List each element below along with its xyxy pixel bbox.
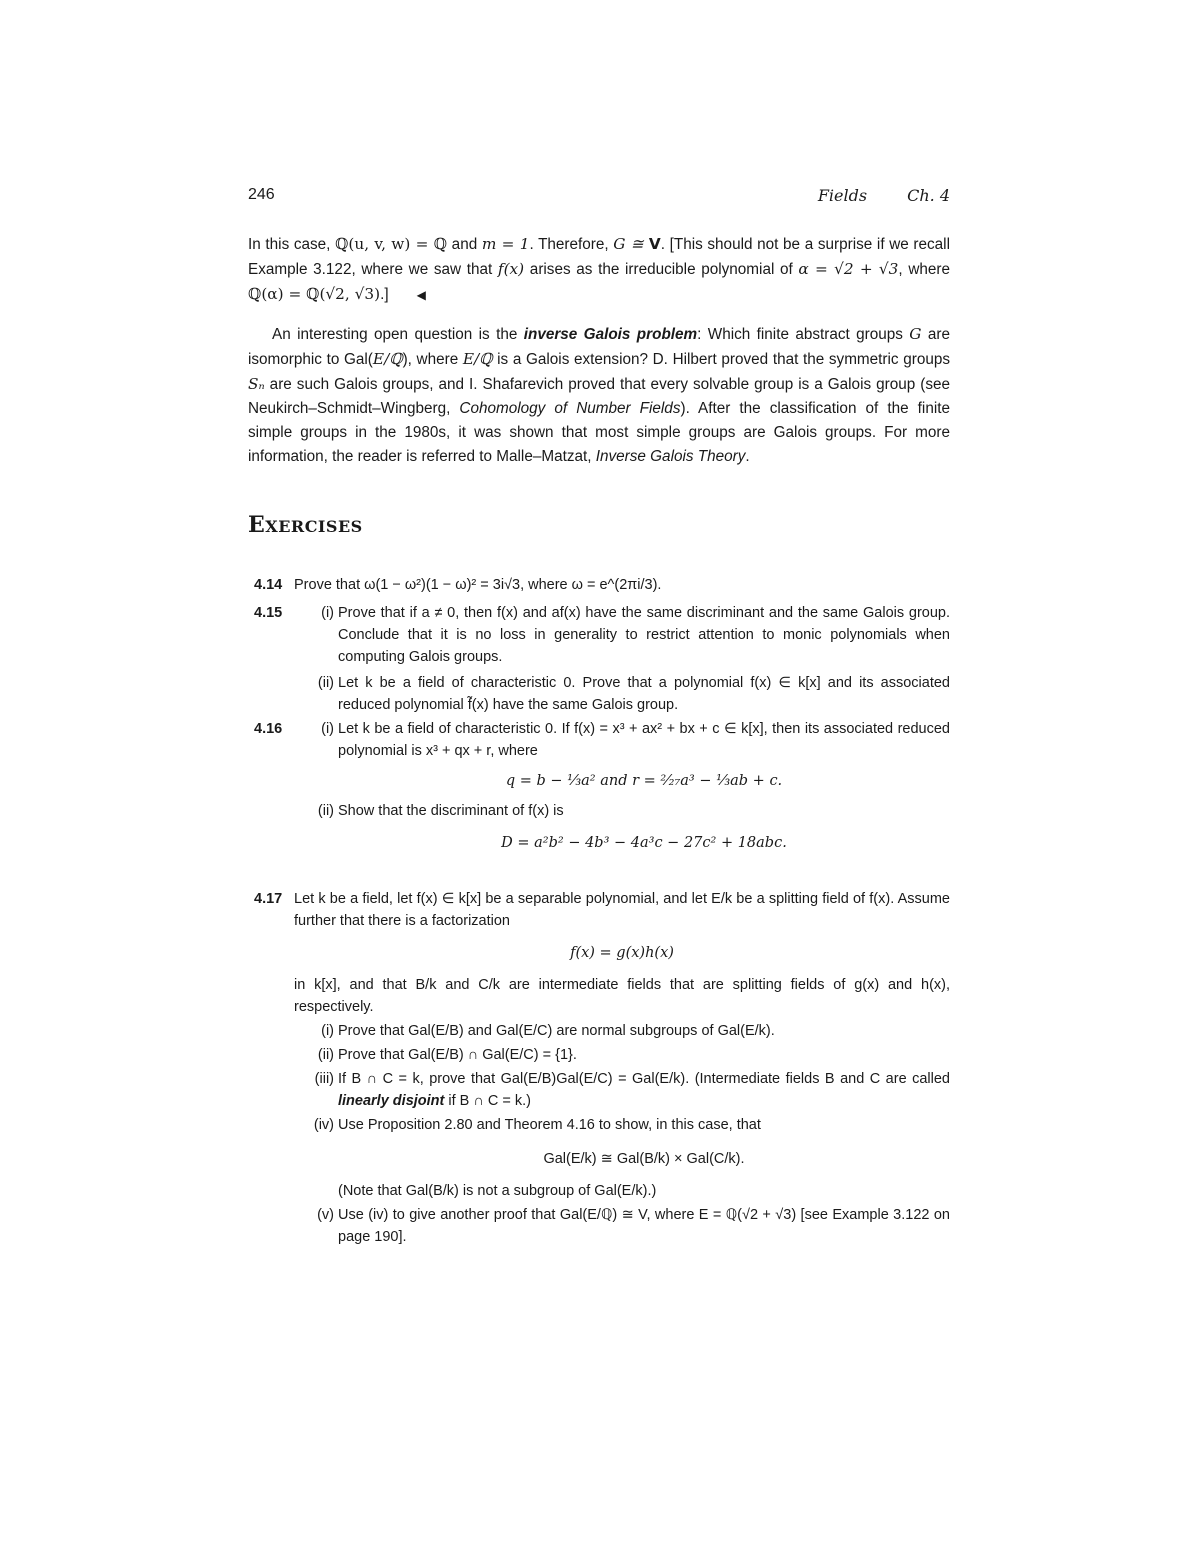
defined-term: linearly disjoint <box>338 1093 445 1109</box>
exercise-part: (ii) Prove that Gal(E/B) ∩ Gal(E/C) = {1}. <box>317 1047 577 1063</box>
chapter-label: Ch. 4 <box>907 186 950 205</box>
exercise-text: Prove that ω(1 − ω²)(1 − ω)² = 3i√3, where ω = e^(2πi/3). <box>294 577 662 593</box>
exercise-4-16 <box>254 718 950 862</box>
exercise-number: 4.16 <box>254 721 283 737</box>
exercise-4-14 <box>254 574 950 596</box>
exercise-part: (i) Let k be a field of characteristic 0. If f(x) = x³ + ax² + bx + c ∈ k[x], then its associated reduced polynomial is x³ + qx + r, where q = b − ⅓a² and r = ²⁄₂₇a³ − ⅓ab + c. <box>338 718 950 792</box>
running-title <box>778 186 950 205</box>
display-equation: Gal(E/k) ≅ Gal(B/k) × Gal(C/k). <box>543 1151 745 1167</box>
end-of-example-marker: ◀ <box>416 288 426 302</box>
exercise-part: (iv) Use Proposition 2.80 and Theorem 4.16 to show, in this case, that Gal(E/k) ≅ Gal(B/k) × Gal(C/k). (Note that Gal(B/k) is not a subgroup of Gal(E/k).) <box>338 1114 950 1202</box>
section-title: Fields <box>817 186 868 205</box>
exercise-number: 4.17 <box>254 891 283 907</box>
exercise-part: (i) Prove that Gal(E/B) and Gal(E/C) are normal subgroups of Gal(E/k). <box>321 1023 775 1039</box>
exercise-number: 4.14 <box>254 577 283 593</box>
book-title-citation: Inverse Galois Theory <box>595 448 746 465</box>
page-number: 246 <box>248 186 275 203</box>
exercise-part: (ii) Let k be a field of characteristic 0. Prove that a polynomial f(x) ∈ k[x] and its associated reduced polynomial f̃(x) have the same Galois group. <box>317 675 950 713</box>
exercise-part: (ii) Show that the discriminant of f(x) is D = a²b² − 4b³ − 4a³c − 27c² + 18abc. <box>338 800 950 854</box>
exercise-number: 4.15 <box>254 605 283 621</box>
book-page <box>248 0 950 1553</box>
book-title-citation: Cohomology of Number Fields <box>459 400 681 417</box>
exercise-4-17: 4.17 Let k be a field, let f(x) ∈ k[x] be a separable polynomial, and let E/k be a splitting field of f(x). Assume further that there is a factorization f(x) = g(x)h(x) in k[x], and that B/k and C/k are intermediate fields that are splitting fields of g(x) and h(x), respectively. (i) Prove that Gal(E/B) and Gal(E/C) are normal subgroups of Gal(E/k). (ii) Prove that Gal(E/B) ∩ Gal(E/C) = {1}. (iii) If B ∩ C = k, prove that Gal(E/B)Gal(E/C) = Gal(E/k). (Intermediate fields B and C are called linearly disjoint if B ∩ C = k.) (iv) Use Proposition 2.80 and Theorem 4.16 to show, in this case, that Gal(E/k) ≅ Gal(B/k) × Gal(C/k). (Note that Gal(B/k) is not a subgroup of Gal(E/k).) (v) Use (iv) to give another proof that Gal(E/ℚ) ≅ V, where E = ℚ(√2 + √3) [see Example 3.122 on page 190]. <box>254 888 950 1248</box>
defined-term: inverse Galois problem <box>523 326 698 343</box>
exercise-part: (i) Prove that if a ≠ 0, then f(x) and af(x) have the same discriminant and the same Galois group. Conclude that it is no loss in generality to restrict attention to monic polynomials when computing Galois groups. <box>321 605 950 665</box>
display-equation: D = a²b² − 4b³ − 4a³c − 27c² + 18abc. <box>501 835 787 851</box>
intro-paragraph: In this case, ℚ(u, v, w) = ℚ and m = 1. Therefore, G ≅ V. [This should not be a surprise if we recall Example 3.122, where we saw that f(x) arises as the irreducible polynomial of α = √2 + √3, where ℚ(α) = ℚ(√2, √3).] ◀ <box>248 235 950 303</box>
exercise-note: (Note that Gal(B/k) is not a subgroup of Gal(E/k).) <box>338 1183 657 1199</box>
inverse-galois-paragraph: An interesting open question is the inverse Galois problem: Which finite abstract groups G are isomorphic to Gal(E/ℚ), where E/ℚ is a Galois extension? D. Hilbert proved that the symmetric groups Sₙ are such Galois groups, and I. Shafarevich proved that every solvable group is a Galois group (see Neukirch–Schmidt–Wingberg, Cohomology of Number Fields). After the classification of the finite simple groups in the 1980s, it was shown that most simple groups are Galois groups. For more information, the reader is referred to Malle–Matzat, Inverse Galois Theory. <box>248 325 950 465</box>
exercise-part: (v) Use (iv) to give another proof that Gal(E/ℚ) ≅ V, where E = ℚ(√2 + √3) [see Example 3.122 on page 190]. <box>317 1207 950 1245</box>
display-equation: f(x) = g(x)h(x) <box>570 945 674 961</box>
display-equation: q = b − ⅓a² and r = ²⁄₂₇a³ − ⅓ab + c. <box>505 773 783 789</box>
exercises-heading: EXERCISES <box>248 512 363 538</box>
exercise-4-15 <box>254 602 950 716</box>
exercise-part: (iii) If B ∩ C = k, prove that Gal(E/B)Gal(E/C) = Gal(E/k). (Intermediate fields B and C are called linearly disjoint if B ∩ C = k.) <box>314 1071 950 1109</box>
